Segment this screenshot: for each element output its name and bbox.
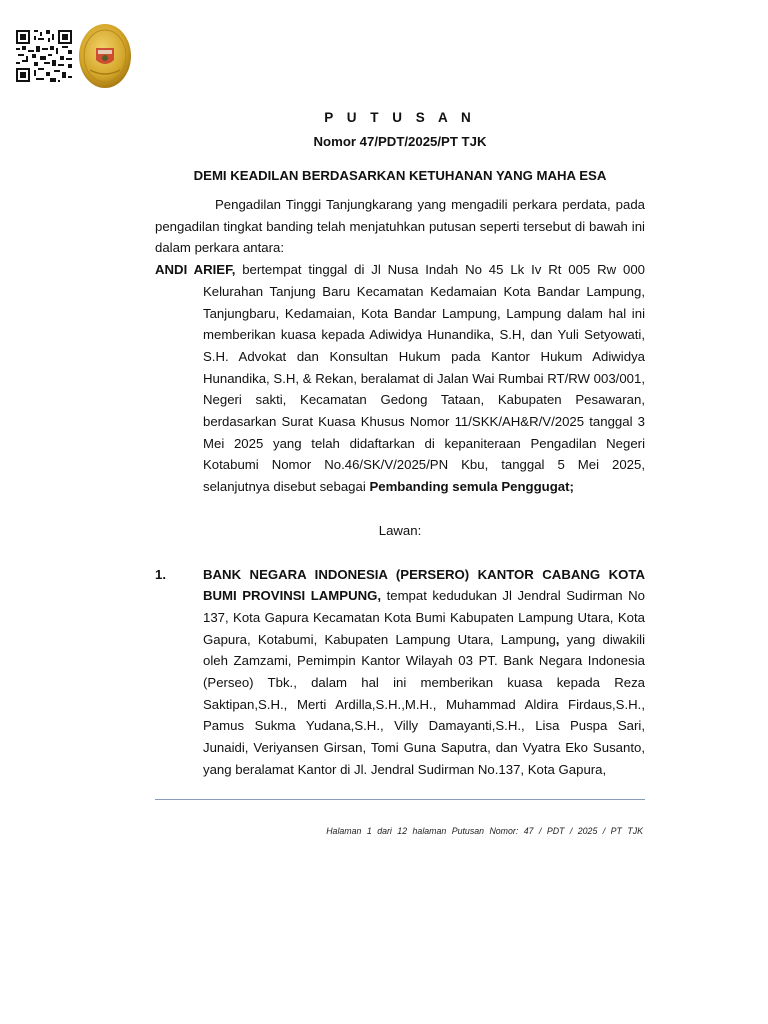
intro-paragraph: Pengadilan Tinggi Tanjungkarang yang mengadili perkara perdata, pada pengadilan tingkat banding telah menjatuhkan putusan seperti tersebut di bawah ini dalam perkara antara: [155, 197, 645, 256]
court-seal-icon [78, 22, 132, 90]
respondent-details-2: yang diwakili oleh Zamzami, Pemimpin Kantor Wilayah 03 PT. Bank Negara Indonesia (Perseo) Tbk., dalam hal ini memberikan kuasa kepada Reza Saktipan,S.H., Merti Ardilla,S.H.,M.H., Muhammad Aldira Firdaus,S.H., Pamus Sukma Yudana,S.H., Villy Damayanti,S.H., Lisa Puspa Sari, Junaidi, Veriyansen Girsan, Tomi Guna Saputra, dan Vyatra Eko Susanto, yang beralamat Kantor di Jl. Jendral Sudirman No.137, Kota Gapura, [203, 631, 645, 777]
document-title: P U T U S A N [324, 110, 476, 125]
party-respondent-1 [155, 564, 645, 781]
respondent-name: BANK NEGARA INDONESIA (PERSERO) KANTOR CABANG KOTA BUMI PROVINSI LAMPUNG, [203, 566, 645, 604]
case-number: Nomor 47/PDT/2025/PT TJK [313, 134, 487, 149]
respondent-comma: , [555, 631, 560, 647]
lawan-label: Lawan: [378, 522, 422, 538]
footer-divider [155, 799, 645, 800]
document-body [155, 108, 645, 781]
page-footer: Halaman 1 dari 12 halaman Putusan Nomor: 47 / PDT / 2025 / PT TJK [326, 826, 643, 836]
appellant-role: Pembanding semula Penggugat; [369, 479, 574, 495]
party-appellant [155, 259, 645, 498]
respondent-body [203, 564, 645, 781]
respondent-number: 1. [155, 566, 166, 582]
appellant-name: ANDI ARIEF, [155, 262, 236, 278]
qr-code-icon [16, 30, 72, 82]
demi-keadilan-heading: DEMI KEADILAN BERDASARKAN KETUHANAN YANG MAHA ESA [193, 168, 607, 183]
appellant-details: bertempat tinggal di Jl Nusa Indah No 45 Lk Iv Rt 005 Rw 000 Kelurahan Tanjung Baru Kecamatan Kedamaian Kota Bandar Lampung, Tanjungbaru, Kedamaian, Kota Bandar Lampung, Lampung dalam hal ini memberikan kuasa kepada Adiwidya Hunandika, S.H, dan Yuli Setyowati, S.H. Advokat dan Konsultan Hukum pada Kantor Hukum Adiwidya Hunandika, S.H, & Rekan, beralamat di Jalan Wai Rumbai RT/RW 003/001, Negeri sakti, Kecamatan Gedong Tataan, Kabupaten Pesawaran, berdasarkan Surat Kuasa Khusus Nomor 11/SKK/AH&R/V/2025 tanggal 3 Mei 2025 yang telah didaftarkan di kepaniteraan Pengadilan Negeri Kotabumi Nomor No.46/SK/V/2025/PN Kbu, tanggal 5 Mei 2025, selanjutnya disebut sebagai [203, 262, 645, 495]
respondent-details: tempat kedudukan Jl Jendral Sudirman No 137, Kota Gapura Kecamatan Kota Bumi Kabupaten Lampung Utara, Kota Gapura, Kotabumi, Kabupaten Lampung Utara, Lampung [203, 588, 646, 647]
